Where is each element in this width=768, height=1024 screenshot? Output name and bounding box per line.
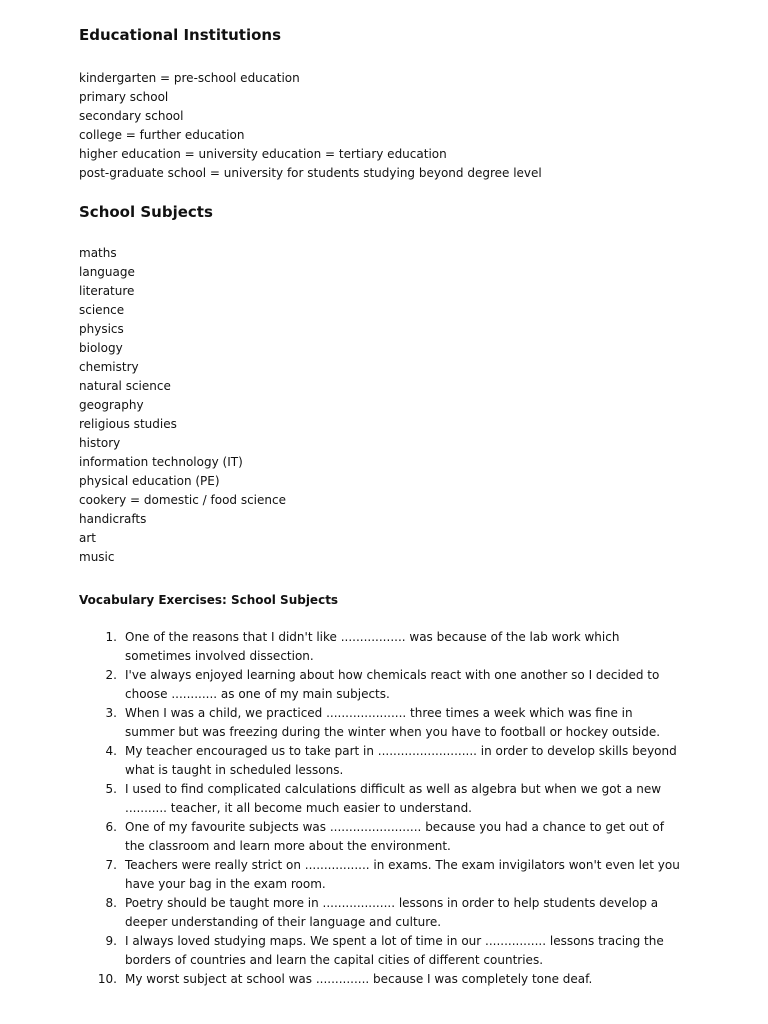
list-item: literature [79,284,135,298]
institutions-list [79,69,699,183]
exercise-item [79,780,699,818]
list-item: post-graduate school = university for students studying beyond degree level [79,166,542,180]
list-item: natural science [79,379,171,393]
exercises-list [79,628,699,989]
list-item: information technology (IT) [79,455,243,469]
exercise-text: One of the reasons that I didn't like ................. was because of the lab work which sometimes involved dissection. [125,630,620,663]
list-item: chemistry [79,360,139,374]
exercise-item [79,666,699,704]
subjects-title: School Subjects [79,203,213,221]
list-item: handicrafts [79,512,147,526]
exercise-item [79,894,699,932]
subjects-list [79,244,699,567]
list-item: music [79,550,115,564]
exercise-number: 10. [97,972,117,986]
institutions-section [79,24,699,183]
list-item: college = further education [79,128,245,142]
subjects-section [79,201,699,567]
list-item: maths [79,246,117,260]
list-item: secondary school [79,109,184,123]
list-item: religious studies [79,417,177,431]
list-item: kindergarten = pre-school education [79,71,300,85]
exercises-title: Vocabulary Exercises: School Subjects [79,593,339,607]
exercise-number: 7. [105,858,117,872]
list-item: geography [79,398,144,412]
list-item: science [79,303,125,317]
exercises-section [79,592,699,989]
list-item: cookery = domestic / food science [79,493,286,507]
exercise-number: 9. [105,934,117,948]
exercise-text: I used to find complicated calculations difficult as well as algebra but when we got a new ........... teacher, it all become much easier to understand. [125,782,662,815]
exercise-number: 6. [105,820,117,834]
list-item: primary school [79,90,169,104]
exercise-text: Poetry should be taught more in ................... lessons in order to help students develop a deeper understanding of their language and culture. [125,896,659,929]
exercise-text: I always loved studying maps. We spent a lot of time in our ................ lessons tracing the borders of countries and learn the capital cities of different countries. [125,934,664,967]
exercise-text: My worst subject at school was .............. because I was completely tone deaf. [125,972,593,986]
exercise-item [79,704,699,742]
institutions-title: Educational Institutions [79,26,282,44]
exercise-item [79,818,699,856]
list-item: physics [79,322,124,336]
exercise-number: 8. [105,896,117,910]
exercise-text: When I was a child, we practiced ..................... three times a week which was fine in summer but was freezing during the winter when you have to football or hockey outside. [125,706,661,739]
exercise-item [79,932,699,970]
list-item: history [79,436,121,450]
list-item: art [79,531,96,545]
exercise-number: 3. [105,706,117,720]
exercise-text: Teachers were really strict on ................. in exams. The exam invigilators won't even let you have your bag in the exam room. [125,858,680,891]
exercise-number: 2. [105,668,117,682]
list-item: biology [79,341,123,355]
exercise-text: My teacher encouraged us to take part in .......................... in order to develop skills beyond what is taught in scheduled lessons. [125,744,677,777]
exercise-item [79,856,699,894]
list-item: physical education (PE) [79,474,220,488]
exercise-number: 1. [105,630,117,644]
exercise-item [79,628,699,666]
exercise-text: I've always enjoyed learning about how chemicals react with one another so I decided to choose ............ as one of my main subjects. [125,668,660,701]
list-item: higher education = university education = tertiary education [79,147,447,161]
exercise-number: 4. [105,744,117,758]
document-page [79,24,699,989]
list-item: language [79,265,135,279]
exercise-item [79,970,699,989]
exercise-item [79,742,699,780]
exercise-text: One of my favourite subjects was ........................ because you had a chance to get out of the classroom and learn more about the environment. [125,820,664,853]
exercise-number: 5. [105,782,117,796]
